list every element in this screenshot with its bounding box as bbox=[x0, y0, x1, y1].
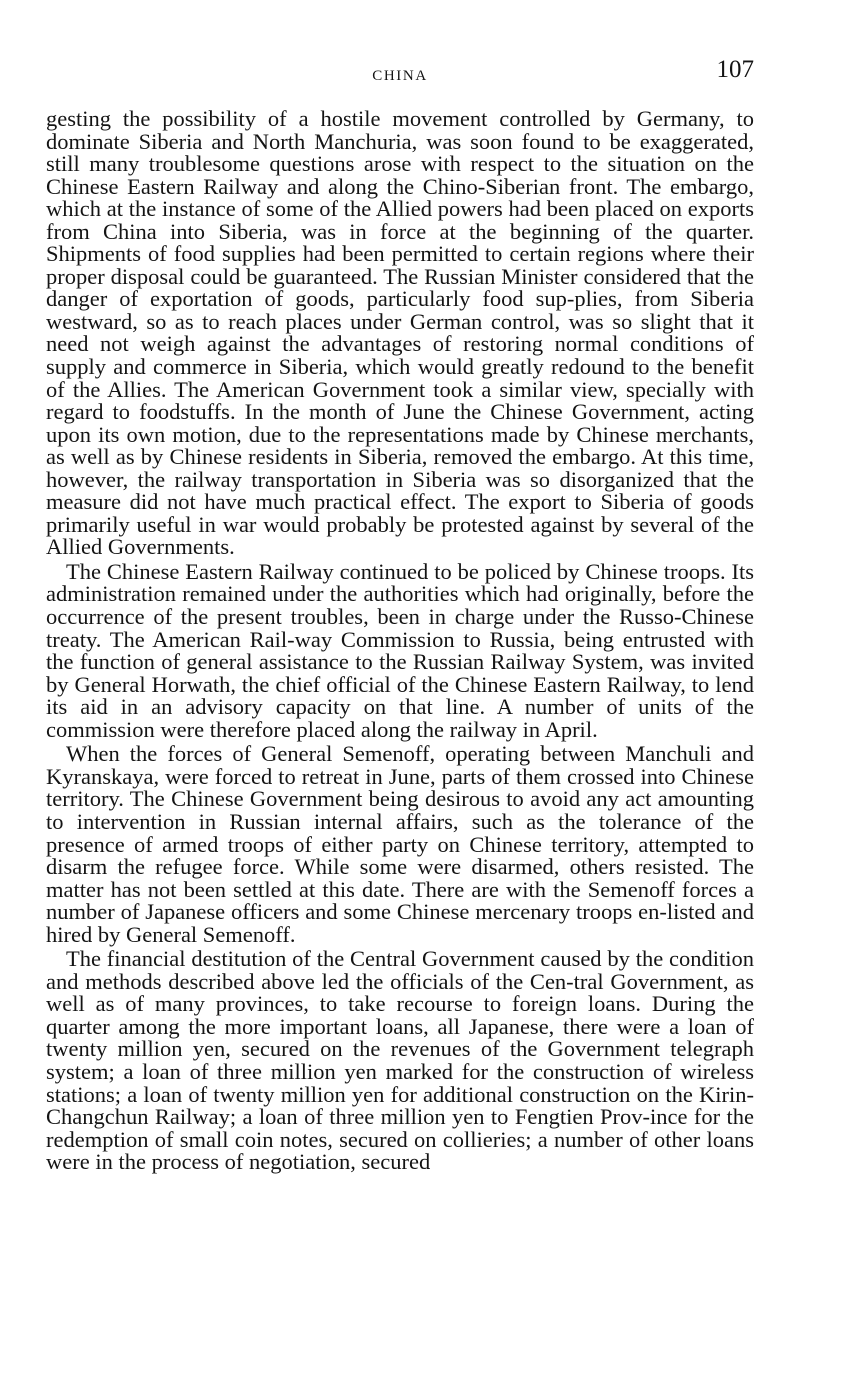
running-header bbox=[46, 56, 754, 108]
body-text bbox=[46, 108, 754, 1174]
paragraph-foreign-loans: The financial destitution of the Central Government caused by the condition and methods described above led the officials of the Cen-tral Government, as well as of many provinces, to take recourse to foreign loans. During the quarter among the more important loans, all Japanese, there were a loan of twenty million yen, secured on the revenues of the Government telegraph system; a loan of three million yen marked for the construction of wireless stations; a loan of twenty million yen for additional construction on the Kirin-Changchun Railway; a loan of three million yen to Fengtien Prov-ince for the redemption of small coin notes, secured on collieries; a number of other loans were in the process of negotiation, secured bbox=[46, 946, 754, 1175]
page-number: 107 bbox=[716, 56, 754, 83]
paragraph-chinese-eastern-railway: The Chinese Eastern Railway continued to be policed by Chinese troops. Its administration remained under the authorities which had originally, before the occurrence of the present troubles, been in charge under the Russo-Chinese treaty. The American Rail-way Commission to Russia, being entrusted with the function of general assistance to the Russian Railway System, was invited by General Horwath, the chief official of the Chinese Eastern Railway, to lend its aid in an advisory capacity on that line. A number of units of the commission were therefore placed along the railway in April. bbox=[46, 558, 754, 742]
running-title: CHINA bbox=[372, 68, 428, 84]
document-page bbox=[46, 56, 754, 1174]
paragraph-semenoff-forces: When the forces of General Semenoff, operating between Manchuli and Kyranskaya, were forced to retreat in June, parts of them crossed into Chinese territory. The Chinese Government being desirous to avoid any act amounting to intervention in Russian internal affairs, such as the tolerance of the presence of armed troops of either party on Chinese territory, attempted to disarm the refugee force. While some were disarmed, others resisted. The matter has not been settled at this date. There are with the Semenoff forces a number of Japanese officers and some Chinese mercenary troops en-listed and hired by General Semenoff. bbox=[46, 741, 754, 947]
paragraph-continued: gesting the possibility of a hostile movement controlled by Germany, to dominate Siberia and North Manchuria, was soon found to be exaggerated, still many troublesome questions arose with respect to the situation on the Chinese Eastern Railway and along the Chino-Siberian front. The embargo, which at the instance of some of the Allied powers had been placed on exports from China into Siberia, was in force at the beginning of the quarter. Shipments of food supplies had been permitted to certain regions where their proper disposal could be guaranteed. The Russian Minister considered that the danger of exportation of goods, particularly food sup-plies, from Siberia westward, so as to reach places under German control, was so slight that it need not weigh against the advantages of restoring normal conditions of supply and commerce in Siberia, which would greatly redound to the benefit of the Allies. The American Government took a similar view, specially with regard to foodstuffs. In the month of June the Chinese Government, acting upon its own motion, due to the representations made by Chinese merchants, as well as by Chinese residents in Siberia, removed the embargo. At this time, however, the railway transportation in Siberia was so disorganized that the measure did not have much practical effect. The export to Siberia of goods primarily useful in war would probably be protested against by several of the Allied Governments. bbox=[46, 106, 754, 560]
